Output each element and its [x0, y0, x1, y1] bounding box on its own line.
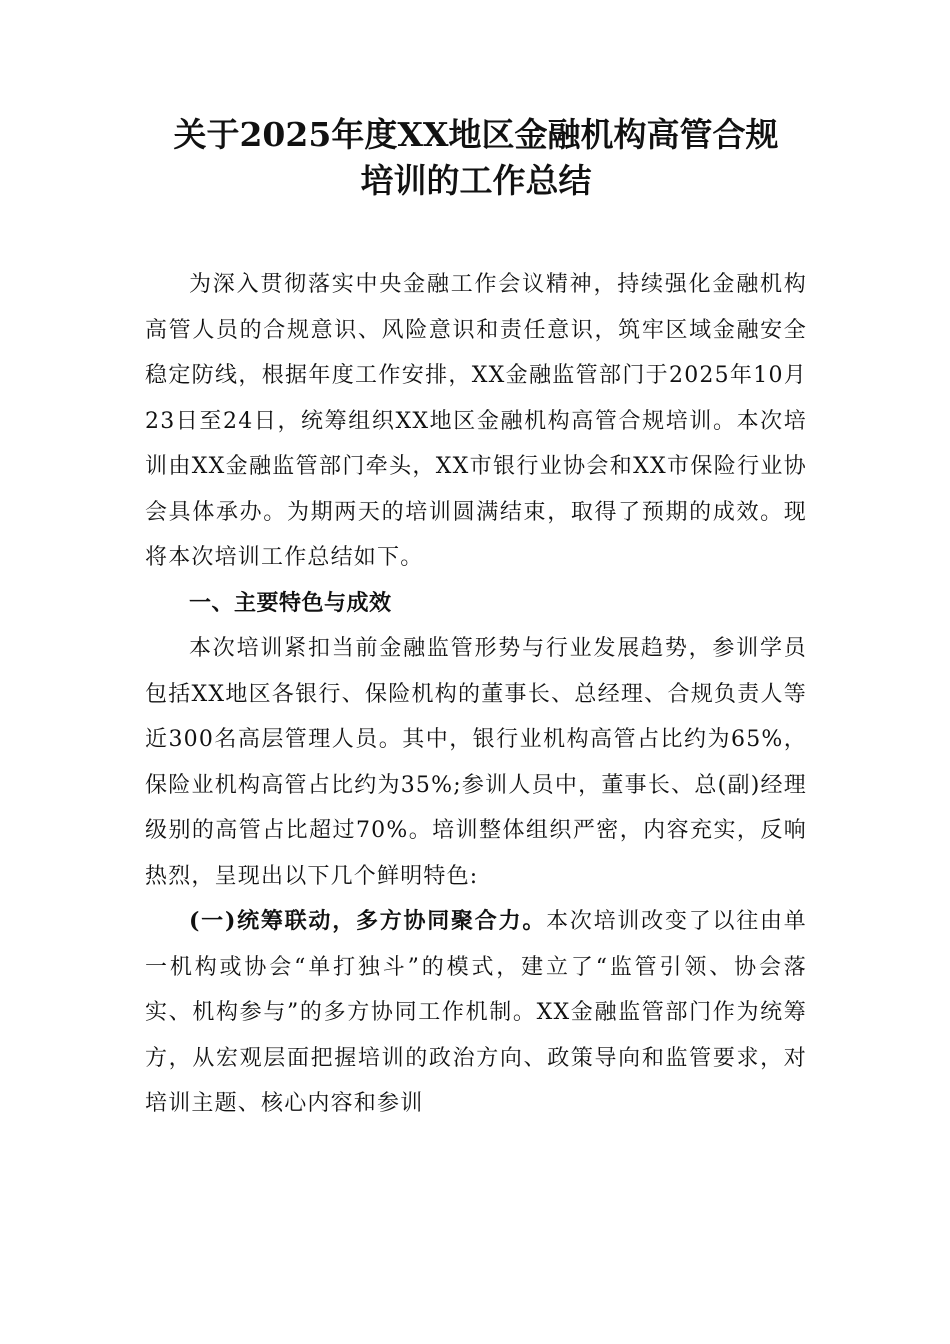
section-heading-1: 一、主要特色与成效 [189, 590, 392, 616]
document-body [145, 262, 807, 1127]
intro-paragraph: 为深入贯彻落实中央金融工作会议精神，持续强化金融机构高管人员的合规意识、风险意识和责任意识，筑牢区域金融安全稳定防线，根据年度工作安排，XX金融监管部门于2025年10月23日至24日，统筹组织XX地区金融机构高管合规培训。本次培训由XX金融监管部门牵头，XX市银行业协会和XX市保险行业协会具体承办。为期两天的培训圆满结束，取得了预期的成效。现将本次培训工作总结如下。 [145, 272, 807, 570]
subsection-1-paragraph [145, 899, 807, 1127]
subsection-1-lead: (一)统筹联动，多方协同聚合力。 [189, 908, 547, 934]
title-line-1: 关于2025年度XX地区金融机构高管合规 [173, 115, 779, 154]
title-line-2: 培训的工作总结 [360, 161, 592, 200]
section-1-paragraph: 本次培训紧扣当前金融监管形势与行业发展趋势，参训学员包括XX地区各银行、保险机构的董事长、总经理、合规负责人等近300名高层管理人员。其中，银行业机构高管占比约为65%，保险业机构高管占比约为35%;参训人员中，董事长、总(副)经理级别的高管占比超过70%。培训整体组织严密，内容充实，反响热烈，呈现出以下几个鲜明特色: [145, 636, 807, 889]
document-page [145, 112, 807, 1127]
subsection-1-text: 本次培训改变了以往由单一机构或协会“单打独斗”的模式，建立了“监管引领、协会落实、机构参与”的多方协同工作机制。XX金融监管部门作为统筹方，从宏观层面把握培训的政治方向、政策导向和监管要求，对培训主题、核心内容和参训 [145, 909, 807, 1116]
document-title [145, 112, 807, 204]
